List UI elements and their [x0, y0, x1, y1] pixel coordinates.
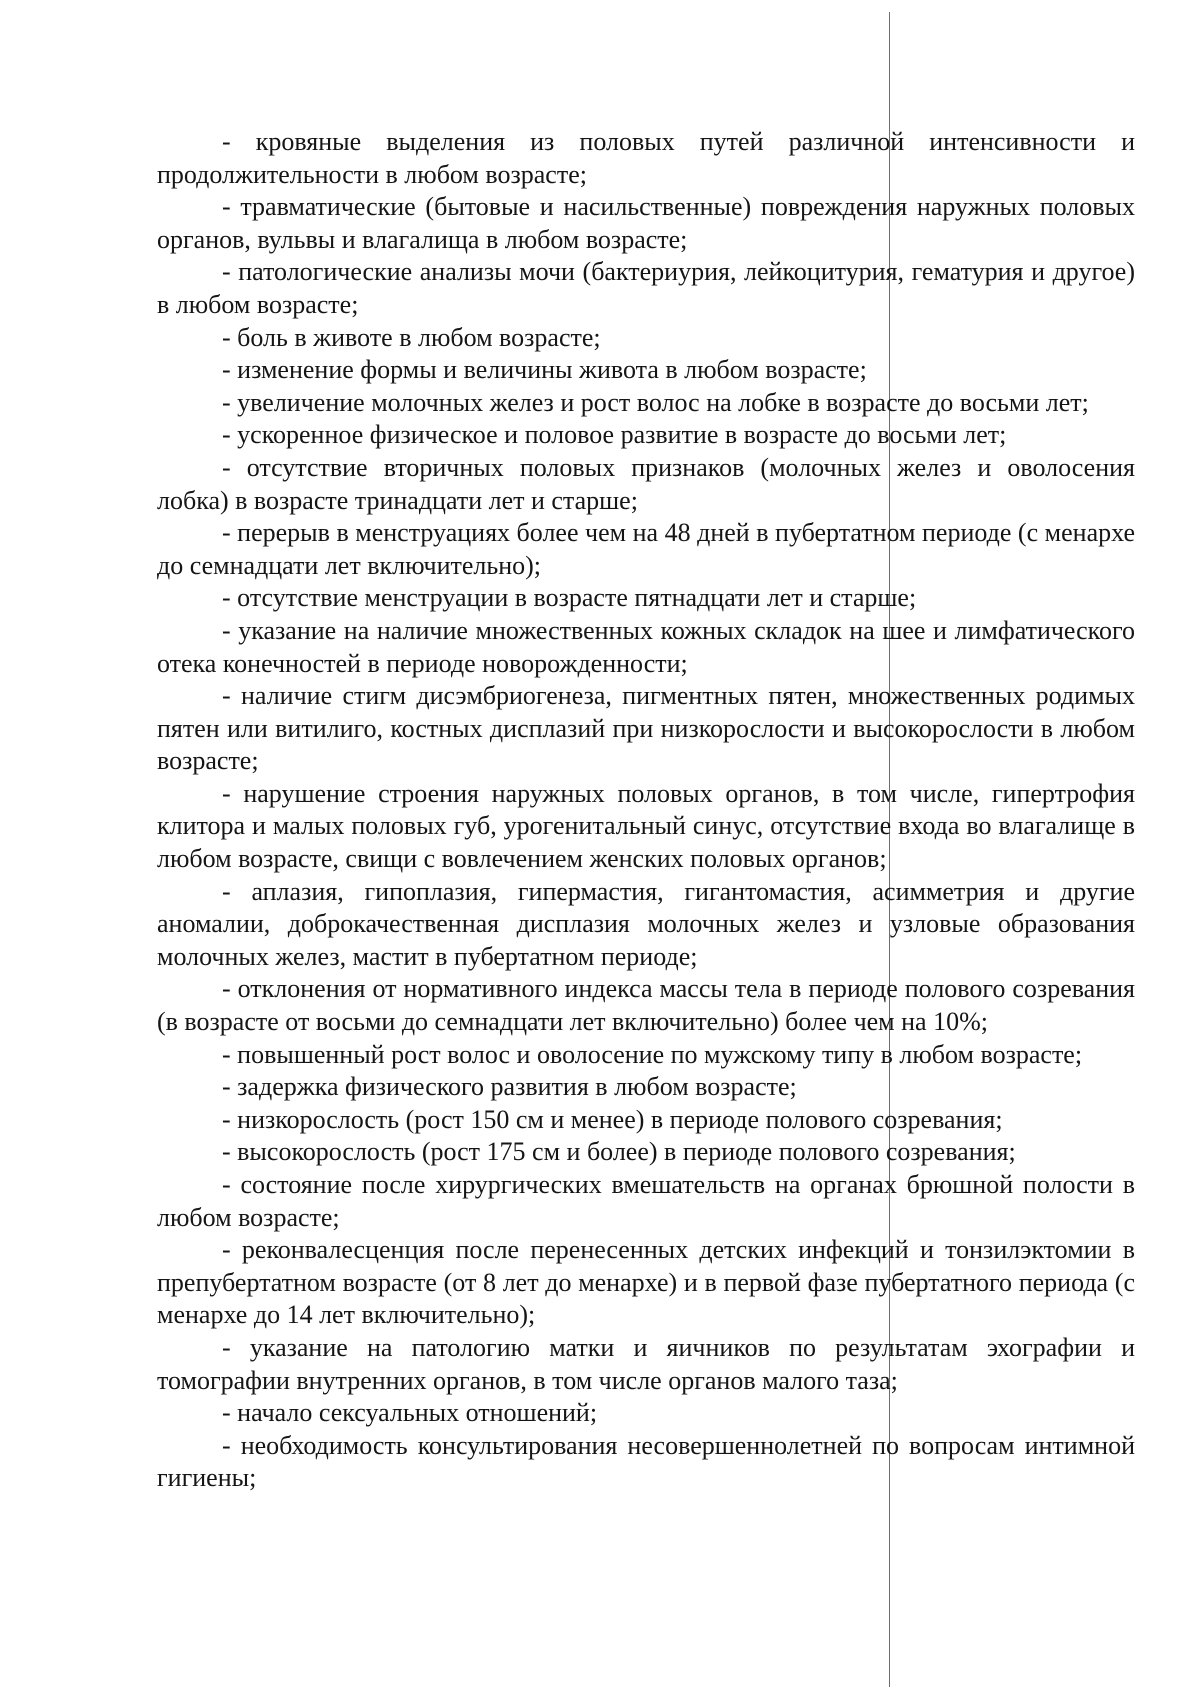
list-item: - кровяные выделения из половых путей различной интенсивности и продолжительности в любом возрасте; [157, 127, 1135, 189]
list-item: - отклонения от нормативного индекса массы тела в периоде полового созревания (в возрасте от восьми до семнадцати лет включительно) более чем на 10%; [157, 974, 1135, 1037]
list-item: - состояние после хирургических вмешательств на органах брюшной полости в любом возрасте; [157, 1170, 1135, 1232]
list-item: - перерыв в менструациях более чем на 48 дней в пубертатном периоде (с менархе до семнадцати лет включительно); [157, 518, 1135, 580]
list-item: - аплазия, гипоплазия, гипермастия, гигантомастия, асимметрия и другие аномалии, доброкачественная дисплазия молочных желез и узловые образования молочных желез, мастит в пубертатном периоде; [157, 876, 1135, 971]
list-item: - ускоренное физическое и половое развитие в возрасте до восьми лет; [222, 420, 1007, 450]
list-item: - патологические анализы мочи (бактериурия, лейкоцитурия, гематурия и другое) в любом возрасте; [157, 257, 1135, 319]
list-item: - задержка физического развития в любом возрасте; [222, 1072, 797, 1102]
list-item: - травматические (бытовые и насильственные) повреждения наружных половых органов, вульвы и влагалища в любом возрасте; [157, 192, 1135, 254]
list-item: - необходимость консультирования несовершеннолетней по вопросам интимной гигиены; [157, 1430, 1135, 1493]
list-item: - увеличение молочных желез и рост волос на лобке в возрасте до восьми лет; [222, 387, 1089, 417]
list-item: - высокорослость (рост 175 см и более) в периоде полового созревания; [222, 1137, 1016, 1167]
list-item: - указание на патологию матки и яичников по результатам эхографии и томографии внутренних органов, в том числе органов малого таза; [157, 1332, 1135, 1395]
list-item: - начало сексуальных отношений; [222, 1398, 598, 1428]
list-item: - боль в животе в любом возрасте; [222, 322, 601, 352]
list-item: - повышенный рост волос и оволосение по мужскому типу в любом возрасте; [222, 1039, 1083, 1069]
document-body [157, 126, 1135, 1495]
list-item: - нарушение строения наружных половых органов, в том числе, гипертрофия клитора и малых половых губ, урогенитальный синус, отсутствие входа во влагалище в любом возрасте, свищи с вовлечением женских половых органов; [157, 778, 1135, 874]
list-item: - реконвалесценция после перенесенных детских инфекций и тонзилэктомии в препубертатном возрасте (от 8 лет до менархе) и в первой фазе пубертатного периода (с менархе до 14 лет включительно); [157, 1235, 1135, 1330]
list-item: - изменение формы и величины живота в любом возрасте; [222, 355, 867, 385]
list-item: - низкорослость (рост 150 см и менее) в периоде полового созревания; [222, 1104, 1003, 1134]
list-item: - отсутствие вторичных половых признаков (молочных желез и оволосения лобка) в возрасте тринадцати лет и старше; [157, 452, 1135, 515]
list-item: - отсутствие менструации в возрасте пятнадцати лет и старше; [222, 583, 917, 613]
list-item: - указание на наличие множественных кожных складок на шее и лимфатического отека конечностей в периоде новорожденности; [157, 615, 1135, 678]
list-item: - наличие стигм дисэмбриогенеза, пигментных пятен, множественных родимых пятен или витилиго, костных дисплазий при низкорослости и высокорослости в любом возрасте; [157, 681, 1135, 776]
